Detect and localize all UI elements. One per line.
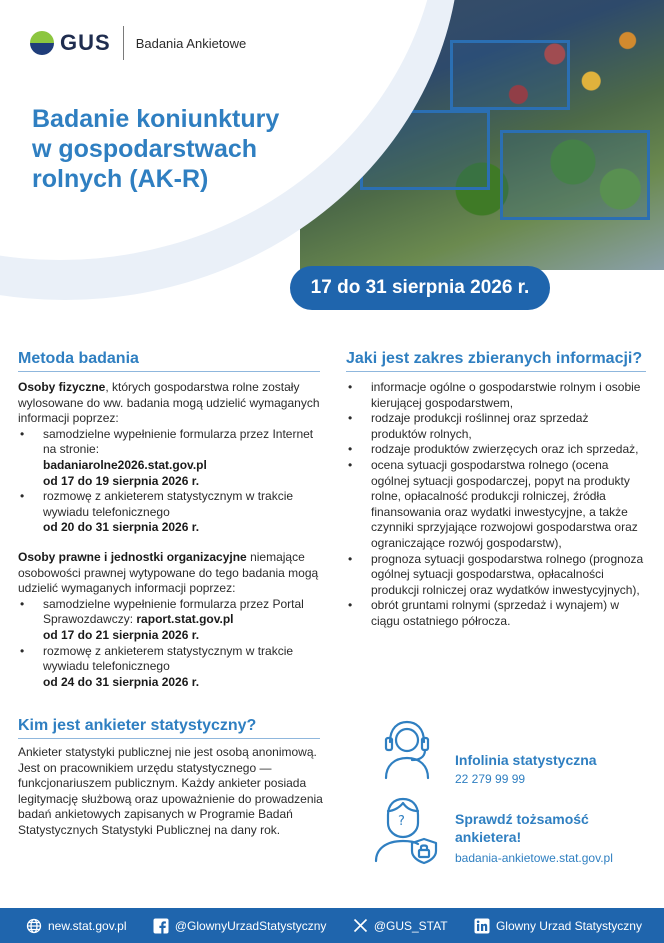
metoda-content xyxy=(18,380,328,690)
facebook-icon xyxy=(153,918,169,934)
footer-facebook-text: @GlownyUrzadStatystyczny xyxy=(174,918,327,933)
footer-linkedin-link[interactable] xyxy=(474,918,642,934)
logo-subtitle: Badania Ankietowe xyxy=(135,35,247,51)
footer-x-text: @GUS_STAT xyxy=(373,918,448,933)
list-item: • informacje ogólne o gospodarstwie rolnym i osobie kierującej gospodarstwem, xyxy=(346,380,646,411)
zakres-heading-underline xyxy=(346,371,646,372)
metoda-heading: Metoda badania xyxy=(18,350,139,367)
tozsamosc-title-line-2: ankietera! xyxy=(455,829,522,845)
prawne-b1-text: samodzielne wypełnienie formularza przez Portal Sprawozdawczy: xyxy=(43,596,304,627)
ankieter-heading: Kim jest ankieter statystyczny? xyxy=(18,717,257,734)
list-item xyxy=(18,489,328,536)
title-line-1: Badanie koniunktury xyxy=(32,105,280,133)
list-item xyxy=(18,597,328,644)
gus-logo-mark-icon xyxy=(30,31,54,55)
list-item xyxy=(18,427,328,489)
footer-x-link[interactable] xyxy=(353,918,448,933)
logo-divider xyxy=(123,26,124,60)
prawne-lead: Osoby prawne i jednostki organizacyjne xyxy=(18,549,247,564)
inspector-shield-icon xyxy=(370,793,444,865)
list-item xyxy=(18,644,328,691)
prawne-b2-text: rozmowę z ankieterem statystycznym w trakcie wywiadu telefonicznego xyxy=(43,643,294,674)
globe-icon xyxy=(26,918,42,934)
fizyczne-b2-text: rozmowę z ankieterem statystycznym w trakcie wywiadu telefonicznego xyxy=(43,489,294,519)
fizyczne-lead: Osoby fizyczne xyxy=(18,380,106,394)
prawne-b1-url[interactable]: raport.stat.gov.pl xyxy=(136,612,234,627)
zakres-heading: Jaki jest zakres zbieranych informacji? xyxy=(346,350,643,367)
footer-facebook-link[interactable] xyxy=(153,918,327,934)
infolinia-title: Infolinia statystyczna xyxy=(455,752,597,768)
prawne-text: niemające osobowości prawnej wytypowane do tego badania mogą udzielić wymaganych informacji poprzez: xyxy=(18,549,319,596)
ankieter-heading-underline xyxy=(18,738,320,739)
fizyczne-b1-url[interactable]: badaniarolne2026.stat.gov.pl xyxy=(43,457,207,472)
footer-linkedin-text: Glowny Urzad Statystyczny xyxy=(495,918,642,933)
title-line-2: w gospodarstwach xyxy=(32,135,258,163)
list-item: • rodzaje produkcji roślinnej oraz sprzedaż produktów rolnych, xyxy=(346,411,646,442)
tozsamosc-title-line-1: Sprawdź tożsamość xyxy=(455,811,589,827)
zakres-content xyxy=(346,380,646,630)
prawne-b2-date: od 24 do 31 sierpnia 2026 r. xyxy=(43,674,200,689)
title-line-3: rolnych (AK-R) xyxy=(32,165,209,193)
prawne-b1-date: od 17 do 21 sierpnia 2026 r. xyxy=(43,627,200,642)
infolinia-phone[interactable]: 22 279 99 99 xyxy=(455,772,526,786)
headset-icon xyxy=(374,716,440,782)
linkedin-icon xyxy=(474,918,490,934)
list-item: • ocena sytuacji gospodarstwa rolnego (ocena ogólnej sytuacji gospodarczej, popyt na produkty rolne, opłacalność produkcji rolniczej, źródła finansowania oraz wydatki inwestycyjne, a także czynniki sprzyjające rozwojowi gospodarstwa oraz ograniczające rozwój gospodarstw), xyxy=(346,458,646,552)
logo-text: GUS xyxy=(60,30,111,55)
x-icon xyxy=(353,918,368,933)
list-item: • prognoza sytuacji gospodarstwa rolnego (prognoza ogólnej sytuacji gospodarstwa, opłacalności produkcji rolniczej oraz wydatków inwestycyjnych), xyxy=(346,552,646,599)
fizyczne-b1-text: samodzielne wypełnienie formularza przez Internet na stronie: xyxy=(43,426,314,457)
tozsamosc-title xyxy=(455,810,589,846)
footer-web-link[interactable] xyxy=(26,918,127,934)
tozsamosc-url[interactable]: badania-ankietowe.stat.gov.pl xyxy=(455,851,613,865)
ankieter-text: Ankieter statystyki publicznej nie jest osobą anonimową. Jest on pracownikiem urzędu statystycznego — funkcjonariuszem publicznym. Każdy ankieter posiada legitymację służbową oraz upoważnienie do prowadzenia badań ankietowych zapisanych w Programie Badań Statystycznych Statystyki Publicznej na dany rok. xyxy=(18,745,323,837)
footer-web-text: new.stat.gov.pl xyxy=(48,918,127,933)
fizyczne-b2-date: od 20 do 31 sierpnia 2026 r. xyxy=(43,520,200,535)
fizyczne-b1-date: od 17 do 19 sierpnia 2026 r. xyxy=(43,473,200,488)
list-item: • rodzaje produktów zwierzęcych oraz ich sprzedaż, xyxy=(346,442,646,458)
list-item: • obrót gruntami rolnymi (sprzedaż i wynajem) w ciągu ostatniego półrocza. xyxy=(346,598,646,629)
gus-logo[interactable] xyxy=(30,26,246,60)
page-title xyxy=(32,104,332,194)
fizyczne-text: , których gospodarstwa rolne zostały wylosowane do ww. badania mogą udzielić wymaganych informacji poprzez: xyxy=(18,380,320,426)
svg-text:?: ? xyxy=(398,814,405,829)
metoda-heading-underline xyxy=(18,371,320,372)
survey-date-badge: 17 do 31 sierpnia 2026 r. xyxy=(290,266,550,310)
footer xyxy=(0,908,664,943)
